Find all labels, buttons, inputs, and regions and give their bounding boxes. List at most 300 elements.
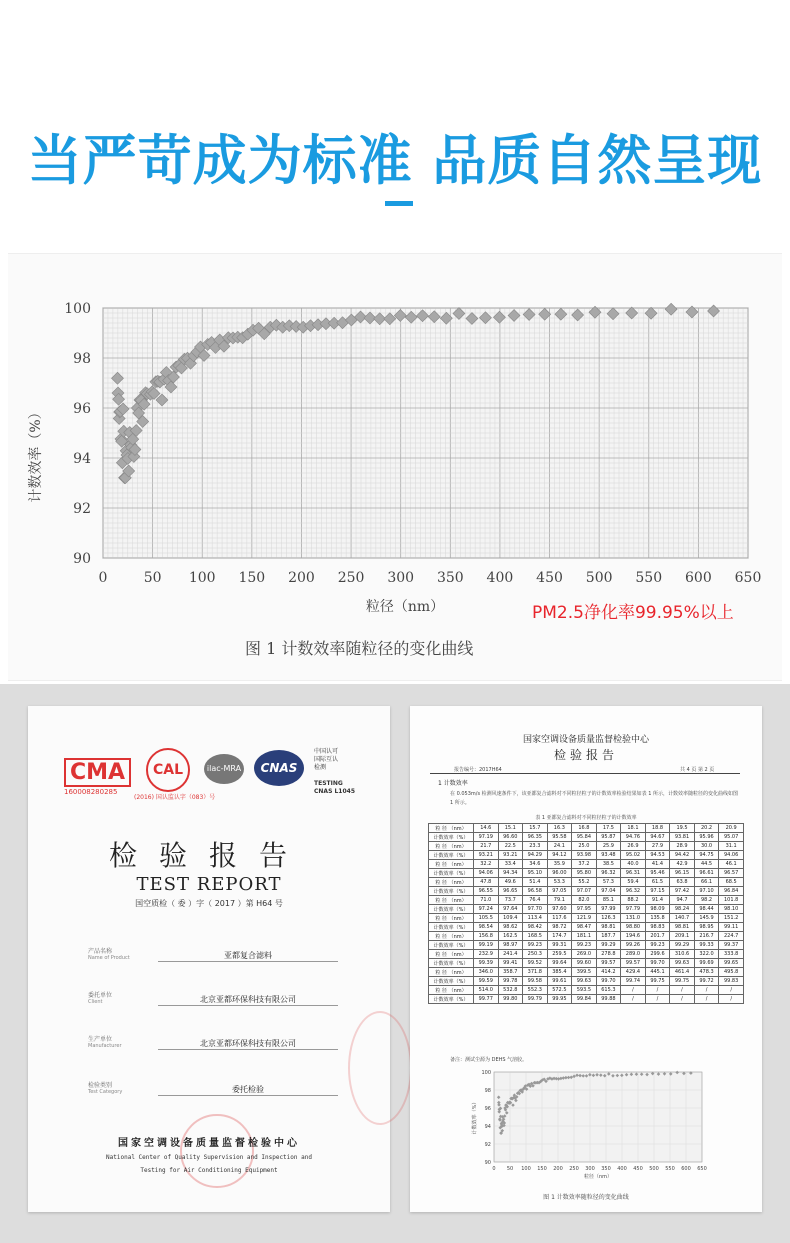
table-cell: 96.55 [474, 887, 499, 896]
row-header: 计数效率（%） [429, 923, 474, 932]
field-value: 北京亚都环保科技有限公司 [158, 1038, 338, 1050]
table-row [429, 977, 744, 986]
table-cell: 99.95 [547, 995, 572, 1004]
table-cell: 201.7 [645, 932, 670, 941]
table-cell: 23.3 [523, 842, 548, 851]
table-cell: 99.75 [645, 977, 670, 986]
mini-x-tick: 550 [665, 1166, 675, 1172]
table-cell: 552.3 [523, 986, 548, 995]
table-cell: 16.8 [572, 824, 597, 833]
table-cell: 63.8 [670, 878, 695, 887]
table-cell: 310.6 [670, 950, 695, 959]
table-cell: 96.31 [621, 869, 646, 878]
official-seal-edge [348, 1011, 412, 1125]
cma-logo: CMA [64, 758, 131, 787]
table-cell: 57.3 [596, 878, 621, 887]
table-cell: 26.9 [621, 842, 646, 851]
field-category [88, 1080, 348, 1095]
x-tick-label: 650 [734, 570, 762, 586]
table-cell: 31.1 [719, 842, 744, 851]
x-tick-label: 100 [188, 570, 216, 586]
table-row [429, 824, 744, 833]
table-cell: 99.79 [523, 995, 548, 1004]
table-cell: 25.9 [596, 842, 621, 851]
table-row [429, 842, 744, 851]
mini-y-tick: 92 [484, 1142, 491, 1148]
table-cell: 117.6 [547, 914, 572, 923]
table-cell: 73.7 [498, 896, 523, 905]
table-cell: 47.8 [474, 878, 499, 887]
table-cell: 98.72 [547, 923, 572, 932]
section-paragraph: 在 0.053m/s 检测风速条件下，该亚都复合滤料对不同粒径粒子的计数效率检验结果如表 1 所示，计数效率随粒径的变化曲线如图 1 所示。 [450, 791, 739, 806]
table-cell: 44.5 [694, 860, 719, 869]
table-row [429, 968, 744, 977]
row-header: 计数效率（%） [429, 833, 474, 842]
table-cell: 71.0 [474, 896, 499, 905]
row-header: 粒 径 （nm） [429, 896, 474, 905]
field-client [88, 990, 348, 1005]
mini-x-tick: 100 [521, 1166, 531, 1172]
table-cell: 187.7 [596, 932, 621, 941]
header-rule [430, 773, 740, 774]
table-cell: 99.23 [645, 941, 670, 950]
table-cell: 495.8 [719, 968, 744, 977]
table-cell: 99.23 [523, 941, 548, 950]
table-cell: 322.0 [694, 950, 719, 959]
table-cell: 94.67 [645, 833, 670, 842]
center-name-cn: 国家空调设备质量监督检验中心 [118, 1138, 300, 1149]
x-tick-label: 200 [288, 570, 315, 586]
table-cell: 96.32 [596, 869, 621, 878]
cnas-en-text: TESTING CNAS L1045 [314, 780, 356, 795]
row-header: 粒 径 （nm） [429, 932, 474, 941]
table-row [429, 995, 744, 1004]
table-cell: 97.70 [523, 905, 548, 914]
table-cell: 99.69 [694, 959, 719, 968]
row-header: 计数效率（%） [429, 869, 474, 878]
table-cell: 162.5 [498, 932, 523, 941]
table-cell: 99.77 [474, 995, 499, 1004]
mini-x-tick: 500 [649, 1166, 659, 1172]
y-tick-label: 100 [64, 301, 91, 317]
report-title-en: TEST REPORT [136, 874, 282, 895]
table-cell: 99.23 [572, 941, 597, 950]
table-cell: 97.64 [498, 905, 523, 914]
row-header: 粒 径 （nm） [429, 968, 474, 977]
table-cell: 22.5 [498, 842, 523, 851]
table-cell: 20.2 [694, 824, 719, 833]
figure-caption: 图 1 计数效率随粒径的变化曲线 [245, 639, 474, 658]
table-cell: 94.29 [523, 851, 548, 860]
table-cell: 97.79 [621, 905, 646, 914]
table-cell: 46.1 [719, 860, 744, 869]
efficiency-table [428, 823, 744, 1004]
x-tick-label: 150 [238, 570, 266, 586]
table-cell: 98.42 [523, 923, 548, 932]
table-cell: 93.21 [498, 851, 523, 860]
table-cell: 99.31 [547, 941, 572, 950]
table-cell: 94.42 [670, 851, 695, 860]
report-cover [28, 706, 390, 1212]
table-cell: 82.0 [572, 896, 597, 905]
table-cell: 94.76 [621, 833, 646, 842]
table-cell: 97.19 [474, 833, 499, 842]
cma-number: 160008280285 [64, 788, 118, 796]
table-row [429, 887, 744, 896]
mini-x-tick: 650 [697, 1166, 707, 1172]
table-cell: 99.65 [719, 959, 744, 968]
table-cell: 278.8 [596, 950, 621, 959]
pm-note: PM2.5净化率99.95%以上 [532, 603, 734, 623]
table-cell: 15.7 [523, 824, 548, 833]
table-cell: 97.24 [474, 905, 499, 914]
table-cell: 98.81 [670, 923, 695, 932]
table-cell: 532.8 [498, 986, 523, 995]
table-cell: 99.39 [474, 959, 499, 968]
table-cell: 27.9 [645, 842, 670, 851]
mini-y-tick: 100 [481, 1070, 491, 1076]
table-cell: 105.5 [474, 914, 499, 923]
row-header: 计数效率（%） [429, 959, 474, 968]
table-cell: / [694, 995, 719, 1004]
row-header: 计数效率（%） [429, 977, 474, 986]
table-cell: 98.44 [694, 905, 719, 914]
y-tick-label: 92 [73, 501, 91, 517]
center-name-en-line1: National Center of Quality Supervision and Inspection and [106, 1154, 312, 1161]
field-label-en: Manufacturer [88, 1043, 122, 1049]
table-cell: 514.0 [474, 986, 499, 995]
table-cell: 42.9 [670, 860, 695, 869]
mini-x-tick: 400 [617, 1166, 627, 1172]
table-cell: 232.9 [474, 950, 499, 959]
table-cell: 371.8 [523, 968, 548, 977]
table-cell: 145.9 [694, 914, 719, 923]
table-cell: 95.02 [621, 851, 646, 860]
y-axis-label: 计数效率（%） [28, 405, 44, 503]
table-row [429, 914, 744, 923]
table-row [429, 959, 744, 968]
table-cell: 40.0 [621, 860, 646, 869]
table-cell: 94.06 [719, 851, 744, 860]
table-cell: 98.09 [645, 905, 670, 914]
table-cell: 299.6 [645, 950, 670, 959]
table-cell: 38.5 [596, 860, 621, 869]
table-cell: 97.05 [547, 887, 572, 896]
table-cell: 97.04 [596, 887, 621, 896]
table-cell: / [621, 986, 646, 995]
table-cell: 97.99 [596, 905, 621, 914]
table-cell: 94.12 [547, 851, 572, 860]
table-cell: 131.0 [621, 914, 646, 923]
table-cell: 97.95 [572, 905, 597, 914]
table-cell: 99.41 [498, 959, 523, 968]
table-cell: 250.3 [523, 950, 548, 959]
section-heading: 1 计数效率 [438, 780, 468, 787]
table-cell: 99.75 [670, 977, 695, 986]
table-cell: 99.74 [621, 977, 646, 986]
table-cell: 151.2 [719, 914, 744, 923]
table-cell: 88.2 [621, 896, 646, 905]
table-cell: 59.4 [621, 878, 646, 887]
inner-page-number: 共 4 页 第 2 页 [680, 767, 715, 773]
mini-x-tick: 250 [569, 1166, 579, 1172]
table-cell: 14.6 [474, 824, 499, 833]
table-cell: 94.34 [498, 869, 523, 878]
table-cell: 93.48 [596, 851, 621, 860]
field-product [88, 946, 348, 961]
table-cell: 34.6 [523, 860, 548, 869]
table-row [429, 833, 744, 842]
table-cell: 259.5 [547, 950, 572, 959]
x-tick-label: 50 [143, 570, 162, 586]
row-header: 粒 径 （nm） [429, 986, 474, 995]
table-cell: 478.3 [694, 968, 719, 977]
table-cell: 15.1 [498, 824, 523, 833]
table-cell: 99.52 [523, 959, 548, 968]
table-row [429, 950, 744, 959]
table-cell: 414.2 [596, 968, 621, 977]
mini-x-tick: 150 [537, 1166, 547, 1172]
field-manufacturer [88, 1034, 348, 1049]
table-row [429, 869, 744, 878]
table-cell: 358.7 [498, 968, 523, 977]
mini-x-tick: 450 [633, 1166, 643, 1172]
table-cell: 95.07 [719, 833, 744, 842]
table-cell: 28.9 [670, 842, 695, 851]
table-cell: / [670, 986, 695, 995]
field-value: 亚都复合滤料 [158, 950, 338, 962]
mini-y-tick: 90 [484, 1160, 491, 1166]
table-cell: 55.2 [572, 878, 597, 887]
x-tick-label: 600 [685, 570, 712, 586]
mini-x-tick: 600 [681, 1166, 691, 1172]
table-cell: 96.65 [498, 887, 523, 896]
field-label-cn: 生产单位 [88, 1036, 113, 1043]
cal-number: (2016) 国认监认字（083）号 [134, 794, 216, 801]
table-cell: 174.7 [547, 932, 572, 941]
table-cell: 96.35 [523, 833, 548, 842]
cnas-cn-text: 中国认可 国际互认 检测 [314, 748, 339, 771]
table-cell: 33.4 [498, 860, 523, 869]
table-cell: 53.3 [547, 878, 572, 887]
table-cell: 385.4 [547, 968, 572, 977]
table-cell: 168.5 [523, 932, 548, 941]
table-cell: 333.8 [719, 950, 744, 959]
table-cell: 572.5 [547, 986, 572, 995]
table-cell: 194.6 [621, 932, 646, 941]
table-cell: 445.1 [645, 968, 670, 977]
table-cell: 99.88 [596, 995, 621, 1004]
table-cell: 109.4 [498, 914, 523, 923]
table-cell: 96.58 [523, 887, 548, 896]
mini-y-label: 计数效率（%） [472, 1099, 478, 1135]
mini-y-tick: 94 [484, 1124, 491, 1130]
table-cell: 94.06 [474, 869, 499, 878]
table-cell: 68.5 [719, 878, 744, 887]
table-cell: 99.59 [474, 977, 499, 986]
row-header: 计数效率（%） [429, 887, 474, 896]
x-tick-label: 400 [486, 570, 514, 586]
table-cell: 99.57 [596, 959, 621, 968]
table-cell: 99.60 [572, 959, 597, 968]
table-cell: 32.2 [474, 860, 499, 869]
table-cell: 99.70 [645, 959, 670, 968]
table-cell: 98.10 [719, 905, 744, 914]
table-cell: 51.4 [523, 878, 548, 887]
table-cell: 98.80 [621, 923, 646, 932]
table-cell: 96.84 [719, 887, 744, 896]
headline-underline [385, 201, 413, 206]
table-row [429, 860, 744, 869]
table-cell: 66.1 [694, 878, 719, 887]
table-caption: 表 1 亚都复合滤料对不同粒径粒子的计数效率 [535, 815, 637, 821]
table-cell: / [719, 986, 744, 995]
table-cell: 269.0 [572, 950, 597, 959]
table-cell: 121.9 [572, 914, 597, 923]
table-cell: 93.81 [670, 833, 695, 842]
headline: 当严苛成为标准 品质自然呈现 [27, 129, 763, 192]
table-cell: 95.46 [645, 869, 670, 878]
table-cell: 99.29 [670, 941, 695, 950]
table-row [429, 941, 744, 950]
mini-y-tick: 96 [484, 1106, 491, 1112]
row-header: 计数效率（%） [429, 941, 474, 950]
x-tick-label: 0 [98, 570, 108, 586]
table-cell: 99.63 [572, 977, 597, 986]
table-cell: 399.5 [572, 968, 597, 977]
field-value: 北京亚都环保科技有限公司 [158, 994, 338, 1006]
table-cell: 97.42 [670, 887, 695, 896]
row-header: 粒 径 （nm） [429, 842, 474, 851]
table-cell: 16.3 [547, 824, 572, 833]
mini-x-tick: 200 [553, 1166, 563, 1172]
inner-title: 检验报告 [553, 748, 618, 762]
table-cell: 99.70 [596, 977, 621, 986]
table-row [429, 896, 744, 905]
table-cell: 97.60 [547, 905, 572, 914]
table-cell: 76.4 [523, 896, 548, 905]
table-note: 备注：测试尘源为 DEHS 气溶胶。 [450, 1057, 528, 1063]
cnas-logo: CNAS [254, 750, 304, 786]
table-cell: 97.10 [694, 887, 719, 896]
table-cell: 615.3 [596, 986, 621, 995]
table-cell: 99.29 [596, 941, 621, 950]
row-header: 粒 径 （nm） [429, 860, 474, 869]
table-cell: 35.9 [547, 860, 572, 869]
table-cell: 99.58 [523, 977, 548, 986]
table-cell: 95.58 [547, 833, 572, 842]
table-cell: 98.54 [474, 923, 499, 932]
field-label-cn: 委托单位 [88, 992, 113, 999]
table-cell: 96.60 [498, 833, 523, 842]
table-cell: 113.4 [523, 914, 548, 923]
x-tick-label: 350 [436, 570, 464, 586]
mini-x-tick: 0 [492, 1166, 496, 1172]
table-cell: 94.53 [645, 851, 670, 860]
y-tick-label: 96 [73, 401, 91, 417]
table-cell: 96.61 [694, 869, 719, 878]
report-number: 国空质检（ 委 ）字（ 2017 ）第 H64 号 [135, 899, 283, 908]
table-cell: / [670, 995, 695, 1004]
table-cell: 97.15 [645, 887, 670, 896]
table-cell: 593.5 [572, 986, 597, 995]
table-cell: 135.8 [645, 914, 670, 923]
table-row [429, 878, 744, 887]
y-tick-label: 90 [73, 551, 91, 567]
table-cell: 140.7 [670, 914, 695, 923]
table-cell: 95.10 [523, 869, 548, 878]
table-cell: 96.57 [719, 869, 744, 878]
table-cell: 99.63 [670, 959, 695, 968]
table-cell: 98.95 [694, 923, 719, 932]
table-cell: 93.21 [474, 851, 499, 860]
table-cell: 429.4 [621, 968, 646, 977]
field-label-cn: 检验类别 [88, 1082, 113, 1089]
row-header: 粒 径 （nm） [429, 950, 474, 959]
table-row [429, 851, 744, 860]
field-label-en: Name of Product [88, 955, 130, 961]
table-cell: 209.1 [670, 932, 695, 941]
table-cell: 99.57 [621, 959, 646, 968]
table-cell: 99.78 [498, 977, 523, 986]
table-cell: 30.0 [694, 842, 719, 851]
official-seal [180, 1114, 254, 1188]
table-cell: 94.7 [670, 896, 695, 905]
x-tick-label: 450 [536, 570, 563, 586]
row-header: 计数效率（%） [429, 995, 474, 1004]
x-tick-label: 250 [337, 570, 365, 586]
table-cell: 21.7 [474, 842, 499, 851]
table-cell: / [621, 995, 646, 1004]
table-row [429, 986, 744, 995]
table-row [429, 923, 744, 932]
mini-x-label: 粒径（nm） [583, 1174, 613, 1180]
table-cell: 216.7 [694, 932, 719, 941]
field-value: 委托检验 [158, 1084, 338, 1096]
table-cell: 91.4 [645, 896, 670, 905]
table-cell: 98.2 [694, 896, 719, 905]
table-cell: 99.80 [498, 995, 523, 1004]
row-header: 粒 径 （nm） [429, 824, 474, 833]
table-cell: 99.83 [719, 977, 744, 986]
field-label-en: Client [88, 999, 103, 1005]
table-cell: 99.64 [547, 959, 572, 968]
mini-y-tick: 98 [484, 1088, 491, 1094]
row-header: 粒 径 （nm） [429, 878, 474, 887]
table-cell: 61.5 [645, 878, 670, 887]
y-tick-label: 98 [73, 351, 91, 367]
table-cell: 101.8 [719, 896, 744, 905]
table-cell: 156.8 [474, 932, 499, 941]
report-inner-page [410, 706, 762, 1212]
table-cell: / [719, 995, 744, 1004]
x-axis-label: 粒径（nm） [365, 599, 445, 615]
table-cell: 95.80 [572, 869, 597, 878]
table-cell: 99.26 [621, 941, 646, 950]
table-cell: 96.32 [621, 887, 646, 896]
table-cell: 96.15 [670, 869, 695, 878]
table-cell: 99.84 [572, 995, 597, 1004]
table-cell: / [694, 986, 719, 995]
table-cell: 98.47 [572, 923, 597, 932]
table-cell: 98.62 [498, 923, 523, 932]
table-cell: 25.0 [572, 842, 597, 851]
table-cell: 224.7 [719, 932, 744, 941]
table-cell: 93.98 [572, 851, 597, 860]
table-cell: 95.87 [596, 833, 621, 842]
table-cell: 99.11 [719, 923, 744, 932]
table-cell: 98.83 [645, 923, 670, 932]
